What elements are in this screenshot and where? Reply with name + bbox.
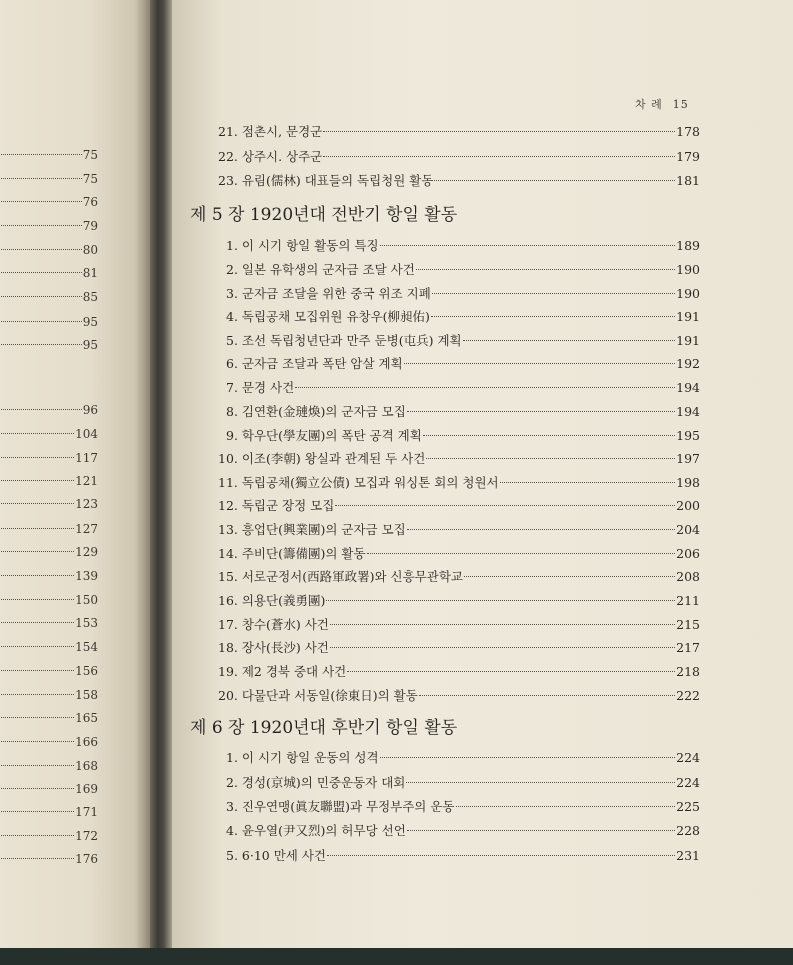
toc-entry: 13. 흥업단(興業團)의 군자금 모집 204 <box>218 522 700 537</box>
toc-entry: 3. 군자금 조달을 위한 중국 위조 지폐 190 <box>226 286 700 301</box>
toc-line <box>0 518 98 541</box>
toc-entry: 21. 점촌시, 문경군 178 <box>218 124 700 139</box>
page-number: 75 <box>82 172 98 186</box>
page-number: 79 <box>82 219 98 233</box>
toc-entry: 10. 이조(李朝) 왕실과 관계된 두 사건 197 <box>218 451 700 466</box>
toc-entry: 23. 유림(儒林) 대표들의 독립청원 활동 181 <box>218 173 700 188</box>
page-number: 129 <box>75 545 98 559</box>
toc-entry: 22. 상주시. 상주군 179 <box>218 149 700 164</box>
page-number: 104 <box>75 427 98 441</box>
toc-line <box>0 801 98 824</box>
page-number: 165 <box>75 711 98 725</box>
page-number: 154 <box>75 640 98 654</box>
left-page <box>0 0 150 948</box>
toc-entry: 9. 학우단(學友團)의 폭탄 공격 계획 195 <box>226 428 700 443</box>
page-number: 127 <box>75 522 98 536</box>
page-number: 176 <box>75 852 98 866</box>
toc-line <box>0 239 98 262</box>
toc-line <box>0 168 98 191</box>
toc-line <box>0 423 98 446</box>
page-number: 96 <box>82 403 98 417</box>
toc-line <box>0 707 98 730</box>
page-number: 95 <box>82 338 98 352</box>
toc-line <box>0 334 98 357</box>
toc-entry: 15. 서로군정서(西路軍政署)와 신흥무관학교 208 <box>218 569 700 584</box>
toc-line <box>0 660 98 683</box>
toc-entry: 17. 창수(蒼水) 사건 215 <box>218 617 700 632</box>
toc-line <box>0 493 98 516</box>
toc-entry: 4. 독립공채 모집위원 유창우(柳昶佑) 191 <box>226 309 700 324</box>
toc-entry: 4. 윤우열(尹又烈)의 허무당 선언 228 <box>226 823 700 838</box>
toc-line <box>0 565 98 588</box>
toc-entry: 7. 문경 사건 194 <box>226 380 700 395</box>
page-number: 85 <box>82 290 98 304</box>
toc-line <box>0 311 98 334</box>
page-number: 156 <box>75 664 98 678</box>
page-number: 150 <box>75 593 98 607</box>
page-number: 171 <box>75 805 98 819</box>
toc-entry: 1. 이 시기 항일 활동의 특징 189 <box>226 238 700 253</box>
toc-entry: 14. 주비단(籌備團)의 활동 206 <box>218 546 700 561</box>
page-number: 117 <box>75 451 98 465</box>
toc-line <box>0 262 98 285</box>
book-bottom-edge <box>0 948 793 965</box>
toc-line <box>0 399 98 422</box>
toc-entry: 19. 제2 경북 중대 사건 218 <box>218 664 700 679</box>
toc-entry: 2. 경성(京城)의 민중운동자 대회 224 <box>226 775 700 790</box>
running-head-page: 15 <box>672 98 689 111</box>
toc-line <box>0 191 98 214</box>
toc-line <box>0 825 98 848</box>
page-number: 80 <box>82 243 98 257</box>
toc-line <box>0 215 98 238</box>
toc-line <box>0 778 98 801</box>
page-number: 172 <box>75 829 98 843</box>
book-gutter <box>150 0 172 948</box>
toc-line <box>0 144 98 167</box>
toc-entry: 5. 6·10 만세 사건 231 <box>226 848 700 863</box>
toc-entry: 18. 장사(長沙) 사건 217 <box>218 640 700 655</box>
page-number: 123 <box>75 497 98 511</box>
toc-line <box>0 589 98 612</box>
page-number: 169 <box>75 782 98 796</box>
toc-entry: 8. 김연환(金璉煥)의 군자금 모집 194 <box>226 404 700 419</box>
toc-line <box>0 612 98 635</box>
toc-entry: 16. 의용단(義勇團) 211 <box>218 593 700 608</box>
toc-entry: 12. 독립군 장정 모집 200 <box>218 498 700 513</box>
toc-line <box>0 755 98 778</box>
toc-entry: 3. 진우연맹(眞友聯盟)과 무정부주의 운동 225 <box>226 799 700 814</box>
page-number: 95 <box>82 315 98 329</box>
toc-entry: 20. 다물단과 서동일(徐東日)의 활동 222 <box>218 688 700 703</box>
page-number: 153 <box>75 616 98 630</box>
chapter-heading: 제 5 장 1920년대 전반기 항일 활동 <box>190 205 458 225</box>
toc-line <box>0 286 98 309</box>
page-number: 76 <box>82 195 98 209</box>
page-number: 75 <box>82 148 98 162</box>
page-number: 121 <box>75 474 98 488</box>
toc-line <box>0 470 98 493</box>
toc-line <box>0 636 98 659</box>
running-head-title: 차 례 <box>635 98 663 111</box>
page-number: 158 <box>75 688 98 702</box>
toc-line <box>0 731 98 754</box>
toc-line <box>0 684 98 707</box>
toc-entry: 1. 이 시기 항일 운동의 성격 224 <box>226 750 700 765</box>
toc-entry: 11. 독립공채(獨立公債) 모집과 워싱톤 회의 청원서 198 <box>218 475 700 490</box>
toc-entry: 6. 군자금 조달과 폭탄 암살 계획 192 <box>226 356 700 371</box>
toc-entry: 5. 조선 독립청년단과 만주 둔병(屯兵) 계획 191 <box>226 333 700 348</box>
toc-line <box>0 541 98 564</box>
running-head <box>635 96 699 112</box>
page-number: 168 <box>75 759 98 773</box>
page-number: 166 <box>75 735 98 749</box>
page-number: 81 <box>82 266 98 280</box>
toc-line <box>0 447 98 470</box>
chapter-heading: 제 6 장 1920년대 후반기 항일 활동 <box>190 718 458 738</box>
toc-entry: 2. 일본 유학생의 군자금 조달 사건 190 <box>226 262 700 277</box>
page-number: 139 <box>75 569 98 583</box>
toc-line <box>0 848 98 871</box>
